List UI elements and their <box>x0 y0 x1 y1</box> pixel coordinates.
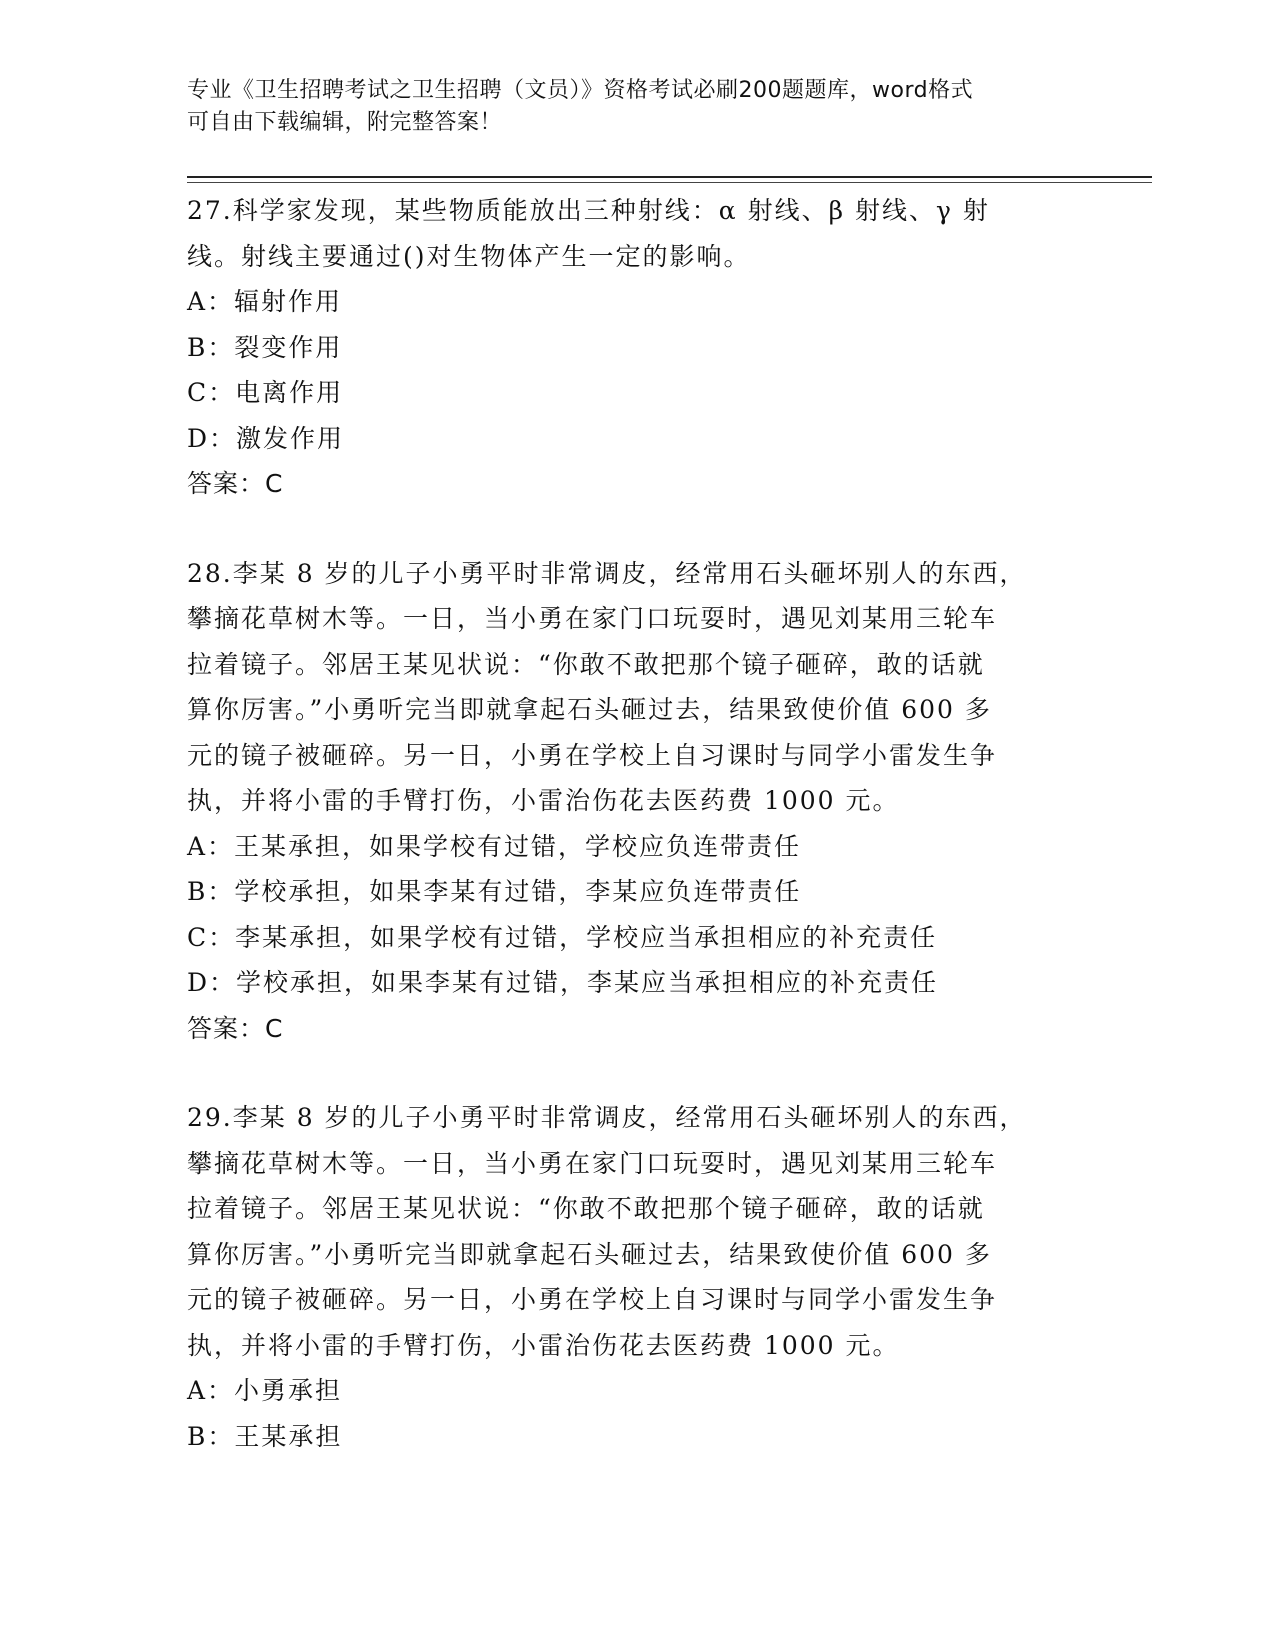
question-27 <box>187 188 1067 507</box>
option-c: C：电离作用 <box>187 378 344 407</box>
option-a: A：辐射作用 <box>187 287 343 316</box>
stem-line: 28.李某 8 岁的儿子小勇平时非常调皮，经常用石头砸坏别人的东西， <box>187 558 1027 588</box>
stem-line: 拉着镜子。邻居王某见状说：“你敢不敢把那个镜子砸碎，敢的话就 <box>187 1194 985 1223</box>
question-29 <box>187 1095 1067 1459</box>
option-a: A：王某承担，如果学校有过错，学校应负连带责任 <box>187 831 802 861</box>
stem-line: 算你厉害。”小勇听完当即就拿起石头砸过去，结果致使价值 600 多 <box>187 1239 992 1269</box>
answer-line: 答案：C <box>187 469 284 498</box>
option-a: A：小勇承担 <box>187 1376 343 1405</box>
option-b: B：裂变作用 <box>187 332 343 362</box>
document-header <box>187 75 1067 139</box>
option-d: D：学校承担，如果李某有过错，李某应当承担相应的补充责任 <box>187 968 939 997</box>
stem-line: 拉着镜子。邻居王某见状说：“你敢不敢把那个镜子砸碎，敢的话就 <box>187 649 985 679</box>
stem-line: 攀摘花草树木等。一日，当小勇在家门口玩耍时，遇见刘某用三轮车 <box>187 604 998 633</box>
answer-line: 答案：C <box>187 1013 284 1043</box>
stem-line: 元的镜子被砸碎。另一日，小勇在学校上自习课时与同学小雷发生争 <box>187 1285 998 1314</box>
option-b: B：学校承担，如果李某有过错，李某应负连带责任 <box>187 877 802 906</box>
stem-line: 算你厉害。”小勇听完当即就拿起石头砸过去，结果致使价值 600 多 <box>187 695 992 724</box>
stem-line: 执，并将小雷的手臂打伤，小雷治伤花去医药费 1000 元。 <box>187 1330 900 1360</box>
stem-line: 攀摘花草树木等。一日，当小勇在家门口玩耍时，遇见刘某用三轮车 <box>187 1148 998 1178</box>
option-c: C：李某承担，如果学校有过错，学校应当承担相应的补充责任 <box>187 922 938 952</box>
question-stem <box>187 1095 1067 1368</box>
header-line-1: 专业《卫生招聘考试之卫生招聘（文员）》资格考试必刷200题题库，word格式 <box>187 78 974 103</box>
option-b: B：王某承担 <box>187 1421 343 1451</box>
stem-line: 29.李某 8 岁的儿子小勇平时非常调皮，经常用石头砸坏别人的东西， <box>187 1103 1027 1132</box>
question-28 <box>187 551 1067 1052</box>
option-d: D：激发作用 <box>187 423 345 453</box>
stem-line: 执，并将小雷的手臂打伤，小雷治伤花去医药费 1000 元。 <box>187 786 900 815</box>
stem-line: 线。射线主要通过()对生物体产生一定的影响。 <box>187 241 751 271</box>
header-line-2: 可自由下载编辑，附完整答案！ <box>187 110 503 135</box>
stem-line: 元的镜子被砸碎。另一日，小勇在学校上自习课时与同学小雷发生争 <box>187 740 998 770</box>
stem-line: 27.科学家发现，某些物质能放出三种射线：α 射线、β 射线、γ 射 <box>187 196 990 225</box>
question-stem <box>187 551 1067 824</box>
header-divider-thin <box>187 182 1152 183</box>
question-list <box>187 188 1067 1503</box>
question-stem <box>187 188 1067 279</box>
header-divider-thick <box>187 176 1152 178</box>
